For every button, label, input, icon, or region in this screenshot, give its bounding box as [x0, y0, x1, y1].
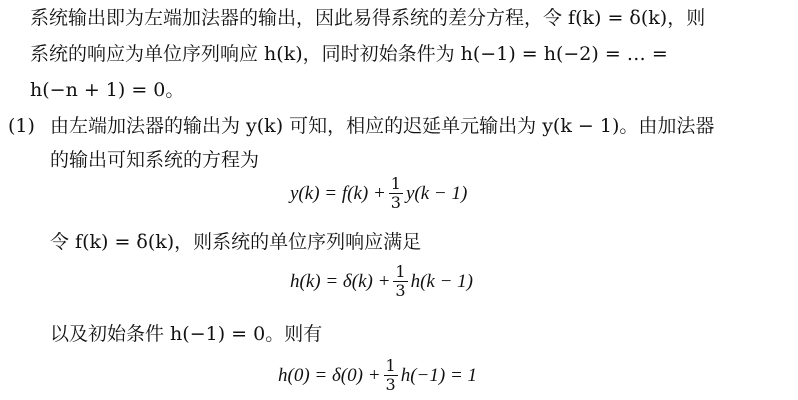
text-unit-response: 令 f(k) = δ(k)，则系统的单位序列响应满足: [50, 231, 422, 253]
equation-rhs: h(k − 1): [410, 270, 474, 292]
fraction-numerator: 1: [395, 262, 406, 281]
equation-system: [290, 176, 467, 211]
paragraph1-line3: h(−n + 1) = 0。: [30, 79, 185, 101]
paragraph1-line2: 系统的响应为单位序列响应 h(k)，同时初始条件为 h(−1) = h(−2) = … =: [30, 43, 668, 65]
equation-unit-response: [290, 264, 473, 299]
equation-rhs: h(−1) = 1: [400, 364, 478, 386]
fraction: [389, 176, 403, 211]
text-initial-condition: 以及初始条件 h(−1) = 0。则有: [50, 323, 323, 345]
paragraph1-line1: 系统输出即为左端加法器的输出，因此易得系统的差分方程，令 f(k) = δ(k)，则: [30, 7, 706, 29]
fraction: [384, 358, 398, 393]
equation-lhs: y(k) = f(k) +: [290, 182, 386, 204]
fraction-numerator: 1: [390, 174, 401, 193]
fraction-denominator: 3: [385, 375, 396, 394]
equation-rhs: y(k − 1): [405, 182, 468, 204]
fraction-numerator: 1: [385, 356, 396, 375]
equation-lhs: h(k) = δ(k) +: [290, 270, 391, 292]
item-marker: (1): [8, 115, 35, 137]
equation-lhs: h(0) = δ(0) +: [278, 364, 381, 386]
equation-h0: [278, 358, 477, 393]
paragraph2-line2: 的输出可知系统的方程为: [50, 149, 260, 171]
fraction-denominator: 3: [390, 193, 401, 212]
paragraph2-line1: 由左端加法器的输出为 y(k) 可知，相应的迟延单元输出为 y(k − 1)。由加法器: [50, 115, 715, 137]
fraction: [393, 264, 407, 299]
fraction-denominator: 3: [395, 281, 406, 300]
